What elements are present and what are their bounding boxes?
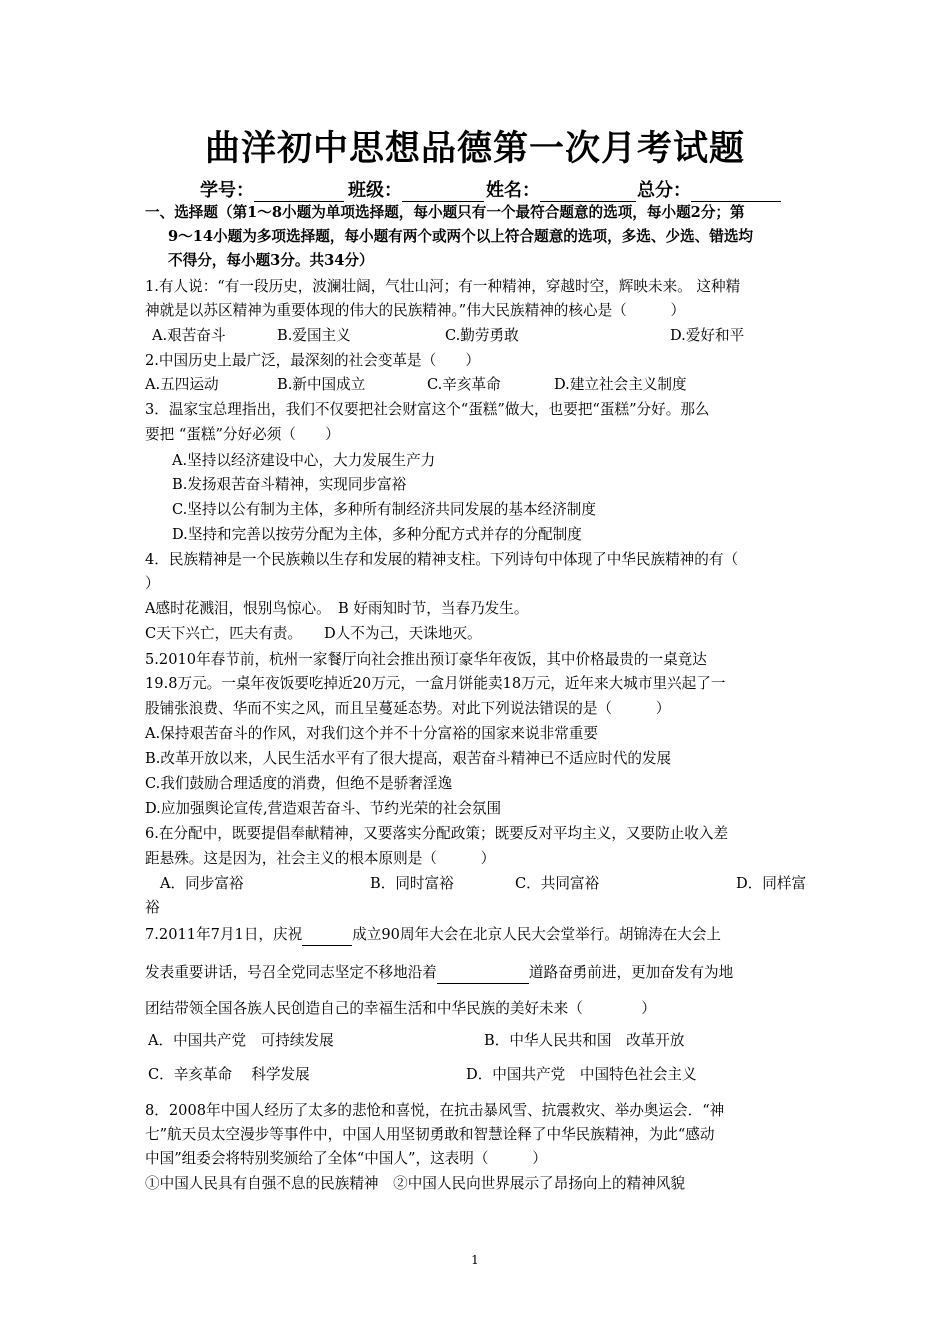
class-field[interactable] [348, 176, 484, 202]
q3-option-b[interactable]: B.发扬艰苦奋斗精神，实现同步富裕 [172, 476, 407, 493]
question-1-line1: 1.有人说：“有一段历史，波澜壮阔，气壮山河；有一种精神，穿越时空，辉映未来。 这种精 [145, 278, 741, 295]
q7-line2-end: 道路奋勇前进，更加奋发有为地 [528, 964, 734, 981]
q2-option-c[interactable]: C.辛亥革命 [427, 376, 501, 393]
q7-option-a[interactable]: A．中国共产党 可持续发展 [148, 1032, 334, 1049]
question-8-line1: 8．2008年中国人经历了太多的悲怆和喜悦，在抗击暴风雪、抗震救灾、举办奥运会．“神 [145, 1102, 725, 1119]
q7-line1-end: 成立90周年大会在北京人民大会堂举行。胡锦涛在大会上 [352, 926, 722, 943]
question-2-line1: 2.中国历史上最广泛，最深刻的社会变革是（ ） [145, 352, 480, 369]
q1-option-c[interactable]: C.勤劳勇敢 [445, 327, 519, 344]
q6-option-d-continued: 裕 [145, 899, 160, 916]
question-5-line1: 5.2010年春节前，杭州一家餐厅向社会推出预订豪华年夜饭，其中价格最贵的一桌竟达 [145, 651, 707, 668]
student-number-field[interactable] [200, 176, 344, 202]
q1-option-b[interactable]: B.爱国主义 [277, 327, 351, 344]
question-5-line2: 19.8万元。一桌年夜饭要吃掉近20万元，一盒月饼能卖18万元，近年来大城市里兴起了一 [145, 675, 726, 692]
q7-blank-1[interactable] [302, 929, 352, 946]
q7-line1-start: 7.2011年7月1日，庆祝 [145, 926, 303, 943]
q7-option-c[interactable]: C．辛亥革命 科学发展 [148, 1066, 310, 1083]
total-score-label: 总分： [637, 180, 691, 201]
q6-option-d[interactable]: D．同样富 [736, 875, 807, 892]
name-label: 姓名： [486, 180, 540, 201]
name-field[interactable] [486, 176, 636, 202]
student-number-label: 学号： [200, 180, 254, 201]
question-3-line1: 3．温家宝总理指出，我们不仅要把社会财富这个“蛋糕”做大，也要把“蛋糕”分好。那么 [145, 401, 710, 418]
q4-options-ab[interactable]: A感时花溅泪，恨别鸟惊心。 B 好雨知时节，当春乃发生。 [145, 600, 529, 617]
q3-option-d[interactable]: D.坚持和完善以按劳分配为主体，多种分配方式并存的分配制度 [172, 526, 582, 543]
question-5-line3: 股铺张浪费、华而不实之风，而且呈蔓延态势。对此下列说法错误的是（ ） [145, 700, 671, 717]
q7-option-b[interactable]: B．中华人民共和国 改革开放 [484, 1032, 685, 1049]
question-8-line2: 七”航天员太空漫步等事件中，中国人用坚韧勇敢和智慧诠释了中华民族精神，为此“感动 [145, 1126, 715, 1143]
q5-option-c[interactable]: C.我们鼓励合理适度的消费，但绝不是骄奢淫逸 [145, 775, 453, 792]
question-7-line1 [145, 924, 721, 946]
q1-option-a[interactable]: A.艰苦奋斗 [152, 327, 226, 344]
question-4-line1: 4．民族精神是一个民族赖以生存和发展的精神支柱。下列诗句中体现了中华民族精神的有（ [145, 551, 739, 568]
q2-option-a[interactable]: A.五四运动 [145, 376, 219, 393]
question-8-line4: ①中国人民具有自强不息的民族精神 ②中国人民向世界展示了昂扬向上的精神风貌 [145, 1175, 685, 1192]
page-number: 1 [471, 1253, 479, 1267]
q3-option-a[interactable]: A.坚持以经济建设中心，大力发展生产力 [172, 452, 436, 469]
q2-option-d[interactable]: D.建立社会主义制度 [554, 376, 687, 393]
section-instructions-line3: 不得分，每小题3分。共34分） [168, 252, 374, 269]
section-instructions-line1: 一、选择题（第1～8小题为单项选择题，每小题只有一个最符合题意的选项，每小题2分；第 [145, 204, 745, 221]
q6-option-c[interactable]: C．共同富裕 [515, 875, 600, 892]
q5-option-a[interactable]: A.保持艰苦奋斗的作风，对我们这个并不十分富裕的国家来说非常重要 [145, 725, 598, 742]
q6-option-b[interactable]: B．同时富裕 [370, 875, 454, 892]
q5-option-d[interactable]: D.应加强舆论宣传,营造艰苦奋斗、节约光荣的社会氛围 [145, 800, 502, 817]
section-instructions-line2: 9～14小题为多项选择题，每小题有两个或两个以上符合题意的选项，多选、少选、错选均 [168, 228, 754, 245]
question-6-line2: 距悬殊。这是因为，社会主义的根本原则是（ ） [145, 850, 496, 867]
q2-option-b[interactable]: B.新中国成立 [277, 376, 366, 393]
q3-option-c[interactable]: C.坚持以公有制为主体，多种所有制经济共同发展的基本经济制度 [172, 501, 596, 518]
question-4-line2: ） [145, 575, 160, 592]
page-title: 曲洋初中思想品德第一次月考试题 [204, 128, 745, 169]
q4-options-cd[interactable]: C天下兴亡，匹夫有责。 D人不为己，天诛地灭。 [145, 625, 482, 642]
question-8-line3: 中国”组委会将特别奖颁给了全体“中国人”，这表明（ ） [145, 1150, 547, 1167]
student-info-row [200, 176, 800, 202]
class-label: 班级： [348, 180, 402, 201]
question-3-line2: 要把 “蛋糕”分好必须（ ） [145, 426, 340, 443]
question-6-line1: 6.在分配中，既要提倡奉献精神，又要落实分配政策；既要反对平均主义，又要防止收入差 [145, 825, 729, 842]
q1-option-d[interactable]: D.爱好和平 [670, 327, 745, 344]
question-7-line3: 团结带领全国各族人民创造自己的幸福生活和中华民族的美好未来（ ） [145, 1000, 656, 1017]
q7-line2-start: 发表重要讲话，号召全党同志坚定不移地沿着 [145, 964, 437, 981]
total-score-field[interactable] [637, 176, 781, 202]
q7-option-d[interactable]: D．中国共产党 中国特色社会主义 [466, 1066, 697, 1083]
q5-option-b[interactable]: B.改革开放以来，人民生活水平有了很大提高，艰苦奋斗精神已不适应时代的发展 [145, 750, 672, 767]
question-1-line2: 神就是以苏区精神为重要体现的伟大的民族精神。”伟大民族精神的核心是（ ） [145, 302, 686, 319]
q6-option-a[interactable]: A．同步富裕 [160, 875, 244, 892]
q7-blank-2[interactable] [437, 967, 529, 984]
question-7-line2 [145, 962, 733, 984]
